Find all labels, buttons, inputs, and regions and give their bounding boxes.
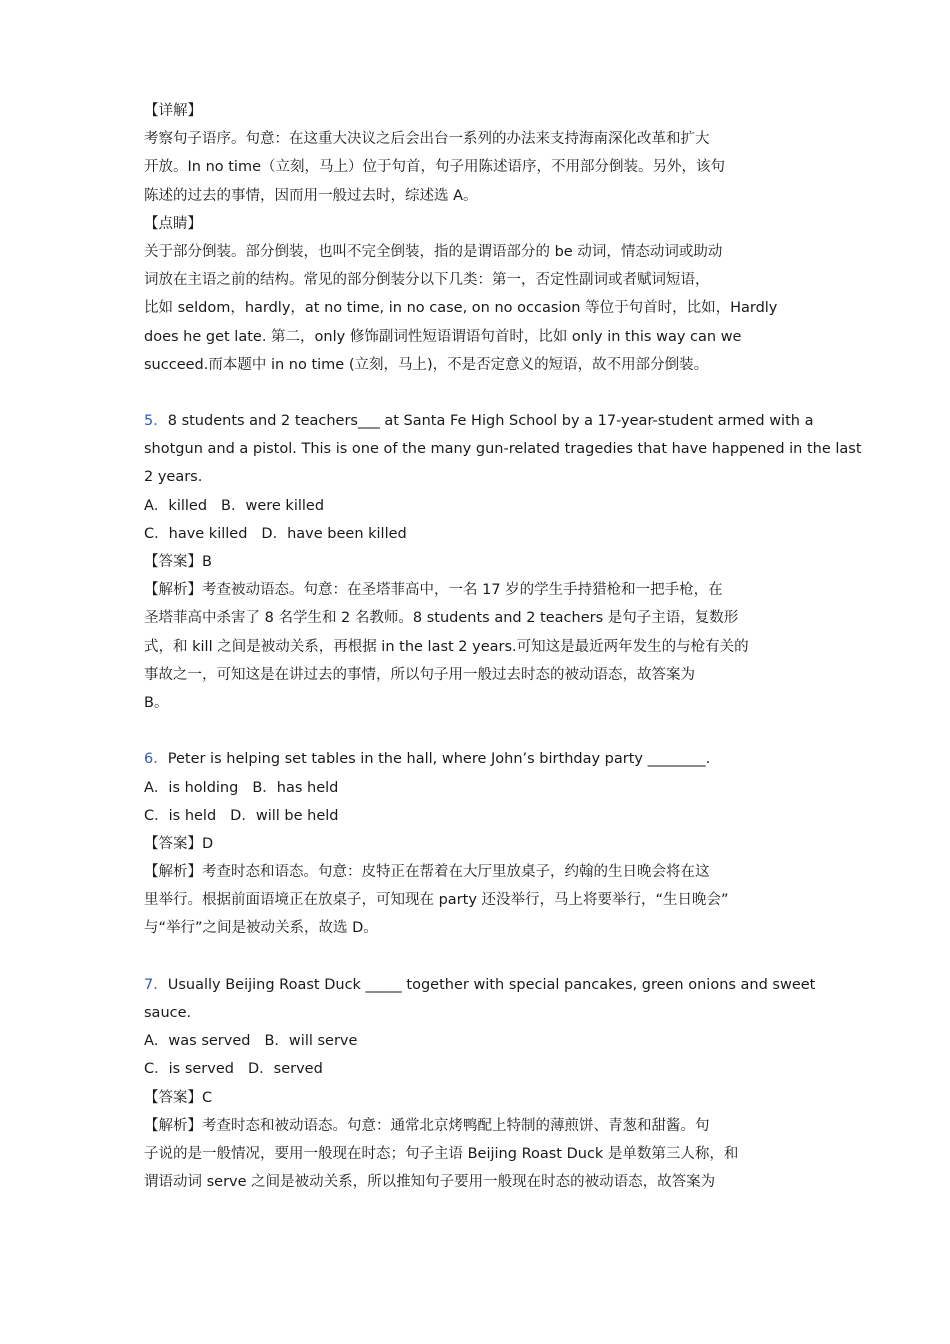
spacer	[144, 943, 816, 971]
question-text: Usually Beijing Roast Duck _____ together with special pancakes, green onions and sweet	[167, 976, 816, 993]
question-6-analysis: 【解析】考查时态和语态。句意：皮特正在帮着在大厅里放桌子，约翰的生日晚会将在这	[144, 864, 710, 881]
option-a: A．killed	[144, 497, 208, 514]
question-5-options-cd	[144, 520, 816, 548]
question-5-stem-cont: 2 years.	[144, 469, 203, 486]
option-d: D．have been killed	[261, 525, 407, 542]
question-6-options-cd	[144, 802, 816, 830]
section-heading-tip: 【点睛】	[144, 215, 202, 232]
question-number: 7．	[144, 976, 168, 993]
spacer	[144, 717, 816, 745]
document-page	[144, 97, 862, 1196]
detail-line: 陈述的过去的事情，因而用一般过去时，综述选 A。	[144, 187, 478, 204]
question-7-options-ab	[144, 1027, 816, 1055]
question-5-analysis: 式，和 kill 之间是被动关系，再根据 in the last 2 years.可知这是最近两年发生的与枪有关的	[144, 638, 749, 655]
tip-line: does he get late. 第二，only 修饰副词性短语谓语句首时，比如 only in this way can we	[144, 328, 742, 345]
option-b: B．were killed	[221, 497, 325, 514]
option-b: B．has held	[252, 779, 339, 796]
option-c: C．have killed	[144, 525, 248, 542]
detail-line: 考察句子语序。句意：在这重大决议之后会出台一系列的办法来支持海南深化改革和扩大	[144, 131, 710, 148]
question-5-stem	[144, 407, 816, 435]
question-5-options-ab	[144, 492, 816, 520]
question-5-analysis: B。	[144, 694, 169, 711]
question-6-analysis: 与“举行”之间是被动关系，故选 D。	[144, 920, 378, 937]
option-c: C．is served	[144, 1061, 234, 1078]
tip-line: 关于部分倒装。部分倒装，也叫不完全倒装，指的是谓语部分的 be 动词，情态动词或助动	[144, 243, 723, 260]
question-5-analysis: 圣塔菲高中杀害了 8 名学生和 2 名教师。8 students and 2 teachers 是句子主语，复数形	[144, 610, 739, 627]
question-text: 8 students and 2 teachers___ at Santa Fe High School by a 17-year-student armed with a	[167, 413, 814, 430]
tip-line: 比如 seldom，hardly，at no time, in no case, on no occasion 等位于句首时，比如，Hardly	[144, 300, 778, 317]
question-6-analysis: 里举行。根据前面语境正在放桌子，可知现在 party 还没举行，马上将要举行，“生日晚会”	[144, 892, 729, 909]
detail-line: 开放。In no time（立刻，马上）位于句首，句子用陈述语序，不用部分倒装。另外，该句	[144, 159, 726, 176]
option-a: A．is holding	[144, 779, 239, 796]
question-7-analysis: 谓语动词 serve 之间是被动关系，所以推知句子要用一般现在时态的被动语态，故答案为	[144, 1174, 716, 1191]
option-a: A．was served	[144, 1033, 251, 1050]
question-6-stem	[144, 745, 816, 773]
question-7-stem-cont: sauce.	[144, 1005, 192, 1021]
section-heading-detail: 【详解】	[144, 103, 202, 119]
question-5-analysis: 【解析】考查被动语态。句意：在圣塔菲高中，一名 17 岁的学生手持猎枪和一把手枪，在	[144, 582, 723, 599]
question-5-analysis: 事故之一，可知这是在讲过去的事情，所以句子用一般过去时态的被动语态，故答案为	[144, 666, 695, 683]
question-7-analysis: 子说的是一般情况，要用一般现在时态；句子主语 Beijing Roast Duck 是单数第三人称，和	[144, 1145, 739, 1162]
option-b: B．will serve	[264, 1033, 358, 1050]
question-text: Peter is helping set tables in the hall, where John’s birthday party ________.	[167, 751, 711, 768]
question-5-answer: 【答案】B	[144, 554, 212, 570]
option-c: C．is held	[144, 807, 217, 824]
question-7-options-cd	[144, 1055, 816, 1083]
spacer	[144, 379, 816, 407]
question-number: 5．	[144, 413, 168, 430]
tip-line: succeed.而本题中 in no time (立刻，马上)，不是否定意义的短语，故不用部分倒装。	[144, 356, 709, 373]
option-d: D．will be held	[230, 807, 339, 824]
option-d: D．served	[247, 1061, 323, 1078]
question-7-analysis: 【解析】考查时态和被动语态。句意：通常北京烤鸭配上特制的薄煎饼、青葱和甜酱。句	[144, 1117, 710, 1134]
question-5-stem-cont: shotgun and a pistol. This is one of the many gun-related tragedies that have happened in the last	[144, 441, 862, 458]
question-6-options-ab	[144, 774, 816, 802]
question-6-answer: 【答案】D	[144, 835, 214, 852]
question-7-answer: 【答案】C	[144, 1089, 213, 1106]
question-7-stem	[144, 971, 816, 999]
question-number: 6．	[144, 751, 168, 768]
tip-line: 词放在主语之前的结构。常见的部分倒装分以下几类：第一，否定性副词或者赋词短语，	[144, 272, 710, 289]
